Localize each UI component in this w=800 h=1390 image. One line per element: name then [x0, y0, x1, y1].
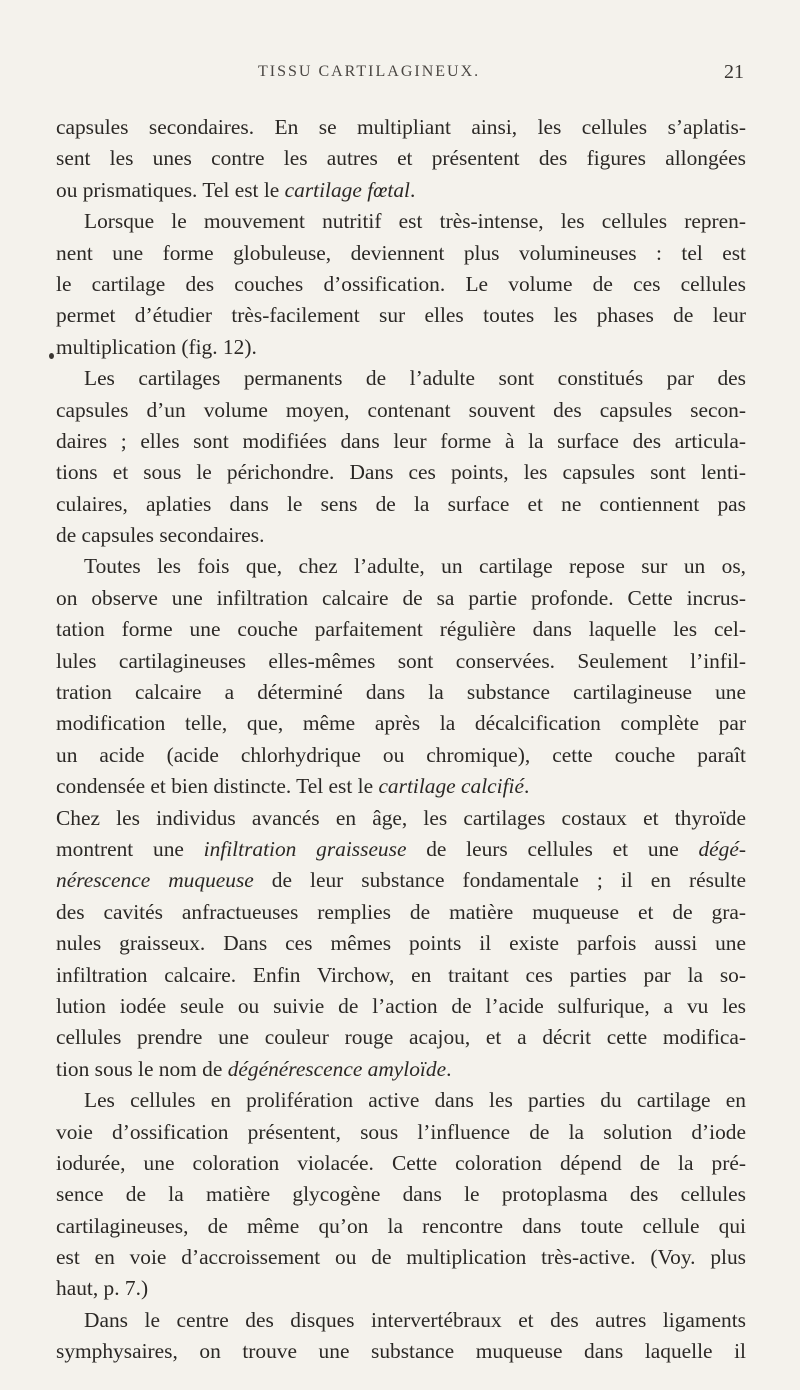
term-degenerescence-muqueuse: nérescence muqueuse — [56, 868, 254, 893]
text-line: Les cartilages permanents de l’adulte sont constitués par des — [84, 366, 746, 391]
text-line: est en voie d’accroissement ou de multiplication très-active. (Voy. plus — [56, 1245, 746, 1270]
text-line: iodurée, une coloration violacée. Cette coloration dépend de la pré- — [56, 1150, 746, 1175]
term-degenerescence-start: dégé- — [698, 836, 746, 861]
text-line: des cavités anfractueuses remplies de matière muqueuse et de gra- — [56, 899, 746, 924]
text-line: daires ; elles sont modifiées dans leur forme à la surface des articula- — [56, 428, 746, 453]
text-line: voie d’ossification présentent, sous l’influence de la solution d’iode — [56, 1119, 746, 1144]
text-line: capsules secondaires. En se multipliant ainsi, les cellules s’aplatis- — [56, 115, 746, 139]
text-line: tration calcaire a déterminé dans la substance cartilagineuse une — [56, 680, 746, 705]
text-line: multiplication (fig. 12). — [56, 334, 257, 359]
text-line: montrent une infiltration graisseuse de leurs cellules et une dégé- — [56, 836, 746, 861]
page-number: 21 — [724, 61, 744, 83]
term-cartilage-calcifie: cartilage calcifié — [378, 774, 524, 799]
text-line: nérescence muqueuse de leur substance fondamentale ; il en résulte — [56, 868, 746, 893]
text-line: condensée et bien distincte. Tel est le cartilage calcifié. — [56, 774, 530, 799]
margin-dot — [49, 353, 54, 359]
text-line: Les cellules en prolifération active dans les parties du cartilage en — [84, 1088, 746, 1113]
text-line: Chez les individus avancés en âge, les cartilages costaux et thyroïde — [56, 805, 746, 830]
text-line: culaires, aplaties dans le sens de la surface et ne contiennent pas — [56, 491, 746, 516]
text-line: nent une forme globuleuse, deviennent plus volumineuses : tel est — [56, 240, 746, 265]
term-infiltration-graisseuse: infiltration graisseuse — [203, 836, 407, 861]
text-line: sence de la matière glycogène dans le protoplasma des cellules — [56, 1182, 746, 1207]
text-line: Toutes les fois que, chez l’adulte, un cartilage repose sur un os, — [84, 554, 746, 579]
text-line: sent les unes contre les autres et présentent des figures allongées — [56, 146, 746, 171]
text-line: capsules d’un volume moyen, contenant souvent des capsules secon- — [56, 397, 746, 422]
running-head — [0, 63, 800, 87]
text-line: lution iodée seule ou suivie de l’action de l’acide sulfurique, a vu les — [56, 993, 746, 1018]
text-line: nules graisseux. Dans ces mêmes points il existe parfois aussi une — [56, 931, 746, 956]
text-line: de capsules secondaires. — [56, 523, 265, 548]
text-line: cellules prendre une couleur rouge acajou, et a décrit cette modifica- — [56, 1025, 746, 1050]
text-line: Lorsque le mouvement nutritif est très-intense, les cellules repren- — [84, 209, 746, 234]
text-line: Dans le centre des disques intervertébraux et des autres ligaments — [84, 1307, 746, 1332]
text-line: infiltration calcaire. Enfin Virchow, en traitant ces parties par la so- — [56, 962, 746, 987]
text-line: tation forme une couche parfaitement régulière dans laquelle les cel- — [56, 617, 746, 642]
text-line: lules cartilagineuses elles-mêmes sont conservées. Seulement l’infil- — [56, 648, 746, 673]
term-cartilage-foetal: cartilage fœtal — [284, 177, 410, 202]
body-text — [56, 112, 746, 1368]
text-line: cartilagineuses, de même qu’on la rencontre dans toute cellule qui — [56, 1213, 746, 1238]
running-title: TISSU CARTILAGINEUX. — [258, 63, 481, 80]
text-line: le cartilage des couches d’ossification. Le volume de ces cellules — [56, 271, 746, 296]
text-line: on observe une infiltration calcaire de sa partie profonde. Cette incrus- — [56, 585, 746, 610]
text-line: ou prismatiques. Tel est le cartilage fœtal. — [56, 177, 416, 202]
text-line: haut, p. 7.) — [56, 1276, 149, 1301]
text-line: tions et sous le périchondre. Dans ces points, les capsules sont lenti- — [56, 460, 746, 485]
text-line: un acide (acide chlorhydrique ou chromique), cette couche paraît — [56, 742, 746, 767]
text-line: permet d’étudier très-facilement sur elles toutes les phases de leur — [56, 303, 746, 328]
text-line: tion sous le nom de dégénérescence amyloïde. — [56, 1056, 452, 1081]
text-line: symphysaires, on trouve une substance muqueuse dans laquelle il — [56, 1339, 746, 1364]
term-degenerescence-amyloide: dégénérescence amyloïde — [227, 1056, 447, 1081]
text-line: modification telle, que, même après la décalcification complète par — [56, 711, 746, 736]
